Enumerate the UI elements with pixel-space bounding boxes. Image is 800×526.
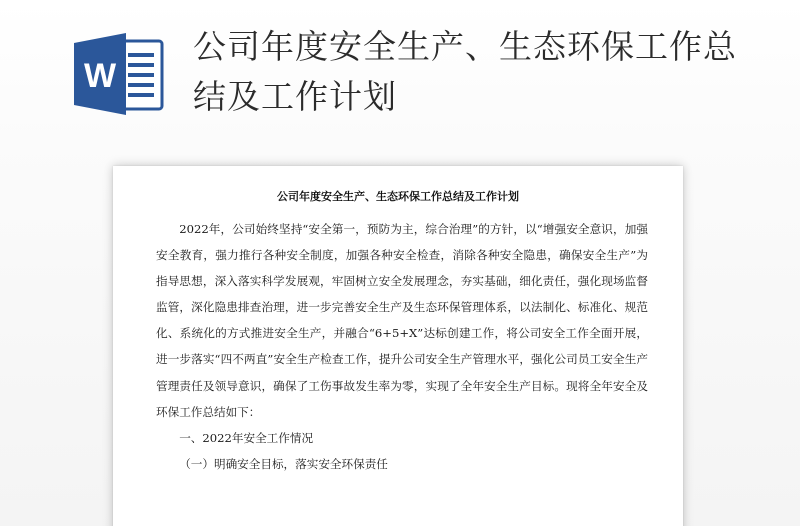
header <box>0 0 800 150</box>
document-paragraph: 2022年，公司始终坚持“安全第一，预防为主，综合治理”的方针，以“增强安全意识，加强安全教育，强力推行各种安全制度，加强各种安全检查，消除各种安全隐患，确保安全生产”为指导思想，深入落实科学发展观，牢固树立安全发展理念，夯实基础，细化责任，强化现场监督监管，深化隐患排查治理，进一步完善安全生产及生态环保管理体系，以法制化、标准化、规范化、系统化的方式推进安全生产，并融合“6+5+X”达标创建工作，将公司安全工作全面开展，进一步落实“四不两直”安全生产检查工作，提升公司安全生产管理水平，强化公司员工安全生产管理责任及领导意识，确保了工伤事故发生率为零，实现了全年安全生产目标。现将全年安全及环保工作总结如下： <box>156 222 648 419</box>
subsection-heading: （一）明确安全目标，落实安全环保责任 <box>179 456 388 471</box>
document-body <box>156 216 648 477</box>
document-page <box>113 166 683 526</box>
page-title: 公司年度安全生产、生态环保工作总结及工作计划 <box>193 27 737 116</box>
word-logo-letter: W <box>83 57 117 95</box>
section-heading: 一、2022年安全工作情况 <box>179 430 314 445</box>
document-title: 公司年度安全生产、生态环保工作总结及工作计划 <box>277 190 519 203</box>
word-document-icon <box>74 33 164 115</box>
